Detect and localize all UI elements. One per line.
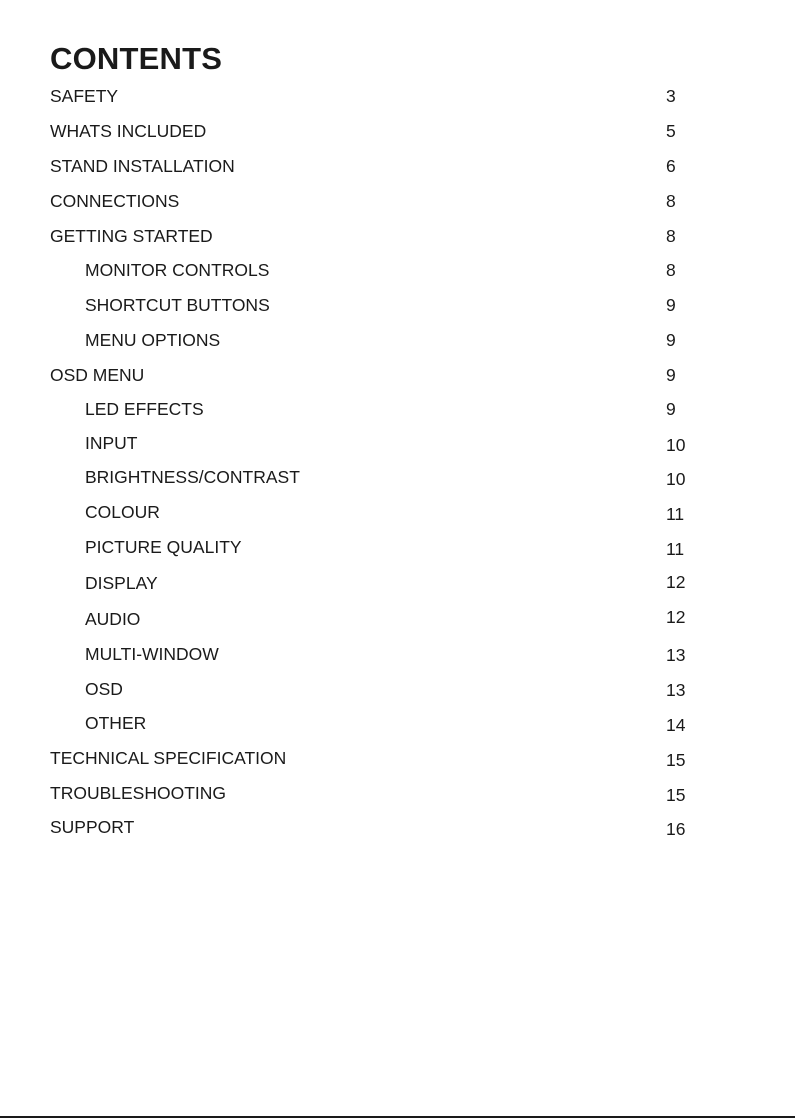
toc-entry-label: OSD MENU bbox=[50, 365, 145, 385]
toc-entry-label: CONNECTIONS bbox=[50, 191, 180, 211]
toc-entry-page: 12 bbox=[666, 607, 686, 627]
toc-entry-page: 16 bbox=[666, 819, 686, 839]
toc-entry-page: 9 bbox=[666, 365, 676, 385]
toc-entry-brightness-contrast[interactable] bbox=[0, 465, 795, 489]
toc-entry-label: OTHER bbox=[85, 713, 147, 733]
toc-entry-safety[interactable] bbox=[0, 84, 795, 108]
toc-entry-getting-started[interactable] bbox=[0, 224, 795, 248]
toc-entry-label: WHATS INCLUDED bbox=[50, 121, 207, 141]
page-title: CONTENTS bbox=[50, 41, 223, 76]
toc-entry-page: 12 bbox=[666, 572, 686, 592]
toc-entry-technical-specification[interactable] bbox=[0, 746, 795, 770]
toc-entry-label: TECHNICAL SPECIFICATION bbox=[50, 748, 287, 768]
toc-entry-multi-window[interactable] bbox=[0, 642, 795, 666]
toc-entry-led-effects[interactable] bbox=[0, 397, 795, 421]
toc-entry-page: 10 bbox=[666, 469, 686, 489]
toc-entry-shortcut-buttons[interactable] bbox=[0, 293, 795, 317]
toc-entry-osd[interactable] bbox=[0, 677, 795, 701]
toc-entry-label: MONITOR CONTROLS bbox=[85, 260, 270, 280]
toc-entry-input[interactable] bbox=[0, 431, 795, 455]
toc-entry-page: 8 bbox=[666, 260, 676, 280]
toc-entry-label: PICTURE QUALITY bbox=[85, 537, 242, 557]
toc-entry-page: 9 bbox=[666, 330, 676, 350]
toc-entry-page: 15 bbox=[666, 750, 686, 770]
toc-entry-label: LED EFFECTS bbox=[85, 399, 204, 419]
toc-entry-label: SHORTCUT BUTTONS bbox=[85, 295, 270, 315]
toc-entry-label: TROUBLESHOOTING bbox=[50, 783, 226, 803]
toc-entry-osd-menu[interactable] bbox=[0, 363, 795, 387]
toc-entry-page: 10 bbox=[666, 435, 686, 455]
toc-entry-page: 11 bbox=[666, 504, 685, 524]
toc-entry-label: SAFETY bbox=[50, 86, 119, 106]
toc-entry-page: 9 bbox=[666, 295, 676, 315]
toc-entry-label: OSD bbox=[85, 679, 123, 699]
toc-entry-page: 11 bbox=[666, 539, 685, 559]
toc-entry-label: SUPPORT bbox=[50, 817, 135, 837]
toc-entry-other[interactable] bbox=[0, 711, 795, 735]
toc-entry-page: 15 bbox=[666, 785, 686, 805]
toc-entry-support[interactable] bbox=[0, 815, 795, 839]
toc-entry-page: 3 bbox=[666, 86, 676, 106]
toc-entry-label: STAND INSTALLATION bbox=[50, 156, 235, 176]
toc-entry-troubleshooting[interactable] bbox=[0, 781, 795, 805]
toc-entry-label: BRIGHTNESS/CONTRAST bbox=[85, 467, 300, 487]
toc-entry-display[interactable] bbox=[0, 571, 795, 595]
toc-entry-page: 5 bbox=[666, 121, 676, 141]
toc-entry-page: 9 bbox=[666, 399, 676, 419]
toc-entry-colour[interactable] bbox=[0, 500, 795, 524]
toc-entry-label: GETTING STARTED bbox=[50, 226, 213, 246]
toc-entry-page: 6 bbox=[666, 156, 676, 176]
toc-entry-audio[interactable] bbox=[0, 607, 795, 631]
toc-entry-stand-installation[interactable] bbox=[0, 154, 795, 178]
toc-entry-picture-quality[interactable] bbox=[0, 535, 795, 559]
toc-entry-menu-options[interactable] bbox=[0, 328, 795, 352]
toc-entry-label: INPUT bbox=[85, 433, 138, 453]
toc-entry-page: 13 bbox=[666, 645, 686, 665]
toc-entry-label: MENU OPTIONS bbox=[85, 330, 221, 350]
toc-entry-page: 8 bbox=[666, 226, 676, 246]
toc-entry-page: 14 bbox=[666, 715, 686, 735]
toc-entry-monitor-controls[interactable] bbox=[0, 258, 795, 282]
toc-entry-page: 8 bbox=[666, 191, 676, 211]
toc-entry-label: DISPLAY bbox=[85, 573, 158, 593]
toc-entry-connections[interactable] bbox=[0, 189, 795, 213]
toc-entry-label: AUDIO bbox=[85, 609, 141, 629]
toc-entry-whats-included[interactable] bbox=[0, 119, 795, 143]
toc-entry-label: MULTI-WINDOW bbox=[85, 644, 219, 664]
toc-entry-page: 13 bbox=[666, 680, 686, 700]
toc-entry-label: COLOUR bbox=[85, 502, 160, 522]
